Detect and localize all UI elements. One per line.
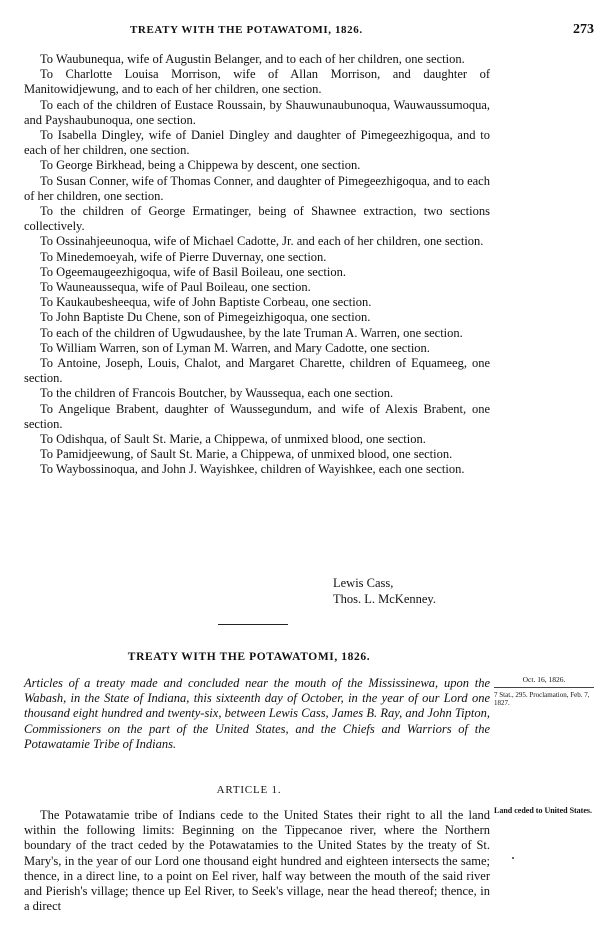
grant-paragraph: To William Warren, son of Lyman M. Warren, and Mary Cadotte, one section.: [40, 340, 430, 355]
grant-paragraph: To Ossinahjeeunoqua, wife of Michael Cadotte, Jr. and each of her children, one section.: [40, 234, 484, 249]
grant-paragraph: To Charlotte Louisa Morrison, wife of Allan Morrison, and daughter of Manitowidjewung, and to each of her children, one section.: [24, 67, 490, 97]
margin-note-citation: [494, 676, 594, 708]
grant-paragraph: To Angelique Brabent, daughter of Waussegundum, and wife of Alexis Brabent, one section.: [24, 401, 490, 431]
grant-paragraph: To Kaukaubesheequa, wife of John Baptiste Corbeau, one section.: [40, 295, 372, 310]
grant-paragraph: To Ogeemaugeezhigoqua, wife of Basil Boileau, one section.: [40, 264, 346, 279]
grant-paragraph: To each of the children of Eustace Roussain, by Shauwunaubunoqua, Wauwaussumoqua, and Payshaubunoqua, one section.: [24, 97, 490, 127]
grant-paragraph: To Susan Conner, wife of Thomas Conner, and daughter of Pimegeezhigoqua, and to each of her children, one section.: [24, 173, 490, 203]
grant-paragraph: To Odishqua, of Sault St. Marie, a Chippewa, of unmixed blood, one section.: [40, 432, 426, 447]
grant-paragraph: To the children of Francois Boutcher, by Waussequa, each one section.: [40, 386, 394, 401]
grant-paragraph: To Waybossinoqua, and John J. Wayishkee, children of Wayishkee, each one section.: [40, 462, 465, 477]
margin-note-land-ceded: Land ceded to United States.: [494, 806, 593, 815]
grant-paragraph: To Isabella Dingley, wife of Daniel Dingley and daughter of Pimegeezhigoqua, and to each of her children, one section.: [24, 128, 490, 158]
running-head-title: TREATY WITH THE POTAWATOMI, 1826.: [130, 24, 363, 36]
section-divider: [218, 624, 288, 625]
signature-mckenney: Thos. L. McKenney.: [333, 591, 436, 606]
ink-speck: [512, 857, 514, 859]
treaty-title: TREATY WITH THE POTAWATOMI, 1826.: [127, 651, 371, 663]
treaty-preamble: Articles of a treaty made and concluded near the mouth of the Mississinewa, upon the Wabash, in the State of Indiana, this sixteenth day of October, in the year of our Lord one thousand eight hundred and twenty-six, between Lewis Cass, James B. Ray, and John Tipton, Commissioners on the part of the United States, and the Chiefs and Warriors of the Potawatamie Tribe of Indians.: [24, 676, 490, 751]
article-paragraph: The Potawatamie tribe of Indians cede to the United States their right to all the land within the following limits: Beginning on the Tippecanoe river, where the Northern boundary of the tract ceded by the Potawatamies to the United States by the treaty of St. Mary's, in the year of our Lord one thousand eight hundred and eighteen intersects the same; thence, in a direct line, to a point on Eel river, half way between the mouth of the said river and Pierish's village; thence up Eel River, to Seek's village, near the head thereof; thence, in a direct: [24, 808, 490, 914]
grants-list: [24, 52, 490, 478]
signature-cass: Lewis Cass,: [333, 576, 394, 590]
page-number: 273: [573, 22, 594, 37]
article-heading: ARTICLE 1.: [216, 784, 282, 796]
grant-paragraph: To Pamidjeewung, of Sault St. Marie, a Chippewa, of unmixed blood, one section.: [40, 447, 453, 462]
signatures: [333, 576, 436, 607]
grant-paragraph: To George Birkhead, being a Chippewa by descent, one section.: [40, 158, 361, 173]
grant-paragraph: To the children of George Ermatinger, being of Shawnee extraction, two sections collectively.: [24, 204, 490, 234]
running-head: [0, 22, 600, 42]
grant-paragraph: To Waubunequa, wife of Augustin Belanger, and to each of her children, one section.: [40, 52, 465, 66]
grant-paragraph: To each of the children of Ugwudaushee, by the late Truman A. Warren, one section.: [40, 325, 463, 340]
article-body: [24, 808, 490, 914]
grant-paragraph: To Antoine, Joseph, Louis, Chalot, and Margaret Charette, children of Equameeg, one section.: [24, 356, 490, 386]
margin-note-stat: 7 Stat., 295. Proclamation, Feb. 7, 1827.: [494, 690, 590, 707]
grant-paragraph: To Minedemoeyah, wife of Pierre Duvernay, one section.: [40, 249, 327, 264]
grant-paragraph: To Wauneaussequa, wife of Paul Boileau, one section.: [40, 280, 311, 295]
margin-note-date: Oct. 16, 1826.: [494, 676, 594, 688]
grant-paragraph: To John Baptiste Du Chene, son of Pimegeizhigoqua, one section.: [40, 310, 371, 325]
